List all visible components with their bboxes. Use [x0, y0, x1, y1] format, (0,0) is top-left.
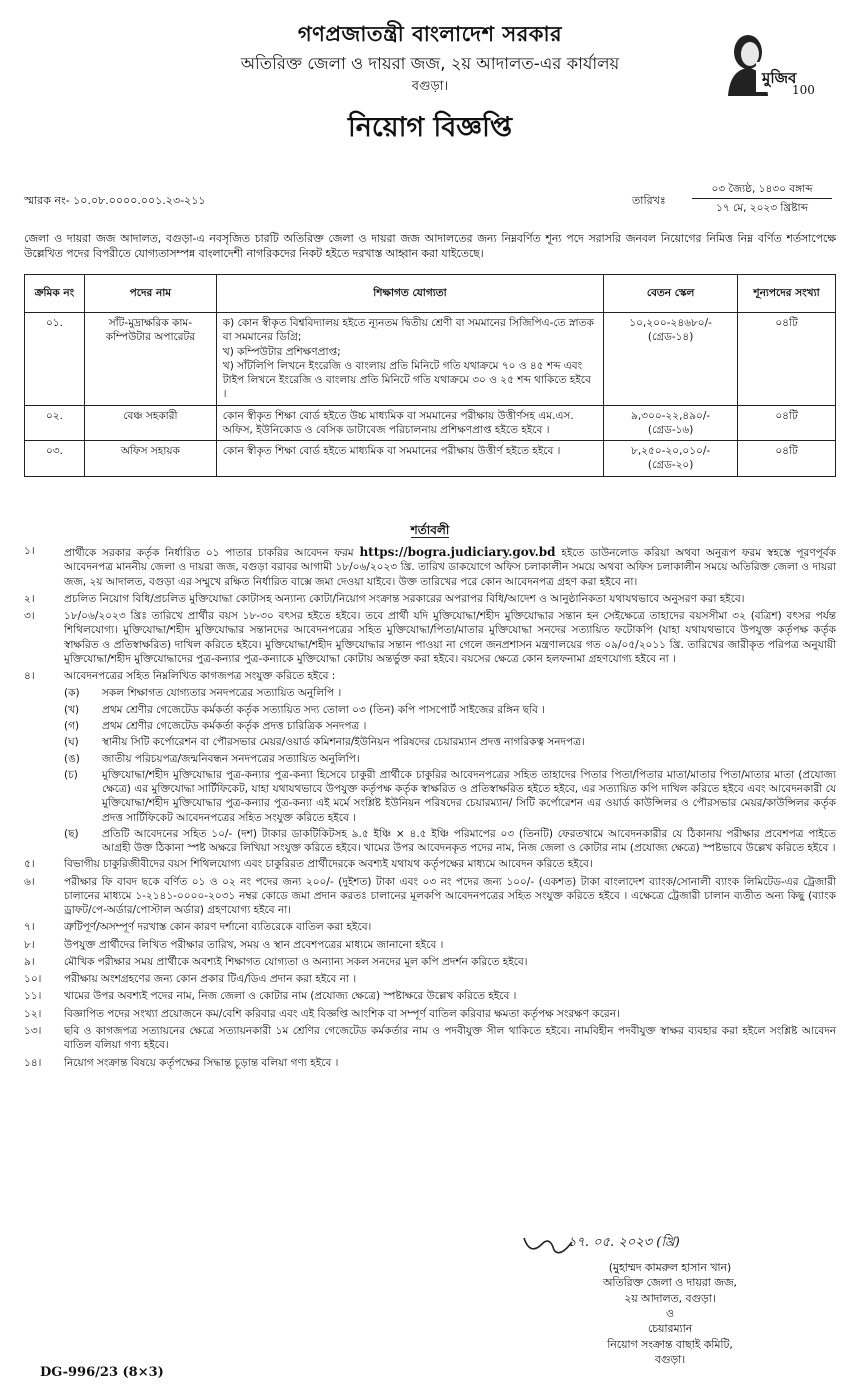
term-item — [24, 972, 836, 986]
terms-list — [24, 544, 836, 1073]
grade: (গ্রেড-১৬) — [647, 423, 694, 436]
qualification-cell — [216, 405, 603, 441]
committee-place: বগুড়া। — [654, 1352, 686, 1366]
pay-scale-cell — [604, 313, 738, 406]
term-text: বিজ্ঞাপিত পদের সংখ্যা প্রয়োজনে কম/বেশি করিবার এবং এই বিজ্ঞপ্তি আংশিক বা সম্পূর্ণ বাতিল করিবার ক্ষমতা কর্তৃপক্ষ সংরক্ষণ করেন। — [64, 1007, 620, 1020]
term-text: ছবি ও কাগজপত্র সত্যায়নের ক্ষেত্রে সত্যায়নকারী ১ম শ্রেণির গেজেটেড কর্মকর্তার নাম ও পদবীযুক্ত সীল থাকিতে হইবে। নামবিহীন পদবীযুক্ত স্বাক্ষর ব্যবহার করা হইলে সংশ্লিষ্ট আবেদন বাতিল বলিয়া গণ্য হইবে। — [64, 1025, 836, 1052]
sub-number: (ক) — [64, 687, 80, 700]
sub-item — [64, 735, 836, 749]
signatory-name: (মুহাম্মদ কামরুল হাসান খান) — [608, 1261, 732, 1274]
vacancy-cell: ০৪টি — [738, 313, 836, 406]
term-text: নিয়োগ সংক্রান্ত বিষয়ে কর্তৃপক্ষের সিদ্ধান্ত চূড়ান্ত বলিয়া গণ্য হইবে । — [64, 1056, 339, 1069]
sub-text: প্রতিটি আবেদনের সহিত ১০/- (দশ) টাকার ডাকটিকিটসহ ৯.৫ ইঞ্চি × ৪.৫ ইঞ্চি পরিমাপের ০৩ (তিনটি) ফেরতখামে আবেদনকারীর যে ঠিকানায় পরীক্ষার প্রবেশপত্র পাইতে আগ্রহী উক্ত ঠিকানা স্পষ্ট অক্ষরে লিখিয়া সংযুক্ত করিতে হইবে। খামের উপর আবেদনকৃত পদের নাম, নিজ জেলা ও কোটার নাম (প্রযোজ্য ক্ষেত্রে) স্পষ্টভাবে উল্লেখ করিতে হইবে । — [102, 827, 836, 855]
signatory-designation: অতিরিক্ত জেলা ও দায়রা জজ, — [603, 1276, 737, 1290]
sub-item — [64, 752, 836, 766]
sub-item — [64, 768, 836, 825]
term-item — [24, 544, 836, 589]
terms-heading — [0, 522, 860, 538]
term-number: ১২। — [24, 1007, 42, 1020]
vacancy-cell: ০৪টি — [738, 405, 836, 441]
govt-title: গণপ্রজাতন্ত্রী বাংলাদেশ সরকার — [297, 22, 563, 46]
conjunction: ও — [666, 1306, 674, 1320]
logo-number: 100 — [792, 83, 815, 97]
serial-cell: ০২. — [25, 405, 85, 441]
sub-text: প্রথম শ্রেণীর গেজেটেড কর্মকর্তা কর্তৃক প্রদত্ত চারিত্রিক সনদপত্র । — [102, 719, 367, 732]
term-number: ১১। — [24, 990, 42, 1003]
signatory-court: ২য় আদালত, বগুড়া। — [624, 1291, 716, 1305]
term-item — [24, 920, 836, 934]
terms-heading-text: শর্তাবলী — [410, 523, 450, 537]
qualification-line: কোন স্বীকৃত শিক্ষা বোর্ড হইতে মাধ্যমিক বা সমমানের পরীক্ষায় উত্তীর্ণ হইতে হইবে । — [222, 445, 561, 458]
logo-text: মুজিব — [762, 69, 797, 87]
website-link[interactable]: https://bogra.judiciary.gov.bd — [359, 545, 556, 559]
sub-number: (ঘ) — [64, 736, 79, 749]
office-title: অতিরিক্ত জেলা ও দায়রা জজ, ২য় আদালত-এর কার্যালয় — [240, 53, 620, 73]
pay-scale-cell — [604, 405, 738, 441]
qualification-line: খ) কম্পিউটার প্রশিক্ষণপ্রাপ্ত; — [222, 345, 341, 358]
term-text: খামের উপর অবশ্যই পদের নাম, নিজ জেলা ও কোটার নাম (প্রযোজ্য ক্ষেত্রে) স্পষ্টাক্ষরে উল্লেখ করিতে হইবে । — [64, 990, 517, 1003]
term-number: ১৩। — [24, 1025, 42, 1038]
term-text: উপযুক্ত প্রার্থীদের লিখিত পরীক্ষার তারিখ, সময় ও স্থান প্রবেশপত্রের মাধ্যমে জানানো হইবে । — [64, 938, 444, 951]
term-number: ১০। — [24, 973, 42, 986]
term-text: ত্রুটিপূর্ণ/অসম্পূর্ণ দরখাস্ত কোন কারণ দর্শানো ব্যতিরেকে বাতিল করা হইবে। — [64, 921, 372, 934]
term-item — [24, 989, 836, 1003]
chairman-label: চেয়ারম্যান — [647, 1322, 693, 1336]
term-text: হইতে ডাউনলোড করিয়া অথবা অনুরূপ ফরম স্বহস্তে পূরণপূর্বক আবেদনপত্র মাননীয় জেলা ও দায়রা জজ, বগুড়া বরাবর আগামী ১৮/০৬/২০২৩ খ্রি. তারিখ ডাকযোগে অফিস চলাকালীন সময়ে অথবা অফিস চলাকালীন সময়ে অতিরিক্ত জেলা ও দায়রা জজ, ২য় আদালত, বগুড়া এর সম্মুখে রক্ষিত নির্ধারিত বাক্সে জমা দেওয়া যাইবে। উক্ত তারিখের পরে কোন আবেদনপত্র গ্রহণ করা হইবে না। — [64, 547, 836, 588]
office-location: বগুড়া। — [411, 78, 449, 94]
sub-number: (গ) — [64, 719, 80, 732]
term-text: ১৮/০৬/২০২৩ খ্রিঃ তারিখে প্রার্থীর বয়স ১৮-৩০ বৎসর হইতে হইবে। তবে প্রার্থী যদি মুক্তিযোদ্ধা/শহীদ মুক্তিযোদ্ধার সন্তান হন সেইক্ষেত্রে তাহাদের বয়সসীমা ৩২ (বত্রিশ) বৎসর পর্যন্ত শিথিলযোগ্য। মুক্তিযোদ্ধা/শহীদ মুক্তিযোদ্ধার সন্তানদের আবেদনপত্রের সহিত মুক্তিযোদ্ধা/পিতা/মাতার মুক্তিযোদ্ধা সনদের সত্যায়িত ফটোকপি (যাহা যথাযথভাবে উপযুক্ত কর্তৃপক্ষ কর্তৃক স্বাক্ষরিত ও প্রতিস্বাক্ষরিত) দাখিল করিতে হইবে। মুক্তিযোদ্ধা/শহীদ মুক্তিযোদ্ধার সন্তান পাওয়া না গেলে জনপ্রশাসন মন্ত্রণালয়ের গত ০৯/০৫/২০১১ খ্রি. তারিখের জারীকৃত পরিপত্র অনুযায়ী মুক্তিযোদ্ধা/শহীদ মুক্তিযোদ্ধাদের পুত্র-কন্যার পুত্র-কন্যাকে মুক্তিযোদ্ধা কোটায় অন্তর্ভুক্ত করা হইবে। বয়সের ক্ষেত্রে কোন হলফনামা গ্রহণযোগ্য হইবে না । — [64, 610, 836, 665]
committee-name: নিয়োগ সংক্রান্ত বাছাই কমিটি, — [607, 1337, 733, 1351]
date-english: ১৭ মে, ২০২৩ খ্রিষ্টাব্দ — [716, 202, 808, 215]
date-bangla: ০৩ জ্যৈষ্ঠ, ১৪৩০ বঙ্গাব্দ — [692, 182, 832, 199]
qualification-line: কোন স্বীকৃত শিক্ষা বোর্ড হইতে উচ্চ মাধ্যমিক বা সমমানের পরীক্ষায় উত্তীর্ণসহ এম.এস. অফিস, ইউনিকোড ও বেসিক ডাটাবেজ পরিচালনায় প্রশিক্ষণপ্রাপ্ত হইতে হইবে । — [222, 409, 574, 436]
sub-text: সকল শিক্ষাগত যোগ্যতার সনদপত্রের সত্যায়িত অনুলিপি । — [102, 687, 342, 700]
sub-text: স্থানীয় সিটি কর্পোরেশন বা পৌরসভার মেয়র/ওয়ার্ড কমিশনার/ইউনিয়ন পরিষদের চেয়ারম্যান প্রদত্ত নাগরিকত্ব সনদপত্র। — [102, 736, 585, 749]
header-vacancy: শূন্যপদের সংখ্যা — [738, 275, 836, 313]
vacancy-cell: ০৪টি — [738, 441, 836, 477]
term-number: ৬। — [24, 875, 35, 888]
term-number: ৪। — [24, 670, 35, 683]
term-item — [24, 875, 836, 918]
term-item — [24, 955, 836, 969]
handwritten-signature — [520, 1228, 820, 1260]
term-item — [24, 857, 836, 871]
mujib-100-logo — [718, 24, 822, 96]
grade: (গ্রেড-১৪) — [647, 331, 694, 344]
term-number: ৭। — [24, 921, 35, 934]
term-text: আবেদনপত্রের সহিত নিম্নলিখিত কাগজপত্র সংযুক্ত করিতে হইবে : — [64, 670, 336, 683]
term-item — [24, 592, 836, 606]
sub-number: (ছ) — [64, 827, 79, 840]
sub-number: (খ) — [64, 703, 80, 716]
serial-cell: ০৩. — [25, 441, 85, 477]
header-post: পদের নাম — [84, 275, 216, 313]
term-number: ১। — [24, 545, 35, 557]
term-text: মৌখিক পরীক্ষার সময় প্রার্থীকে অবশ্যই শিক্ষাগত যোগ্যতা ও অন্যান্য সকল সনদের মূল কপি প্রদর্শন করিতে হইবে। — [64, 955, 528, 968]
sub-text: মুক্তিযোদ্ধা/শহীদ মুক্তিযোদ্ধার পুত্র-কন্যার পুত্র-কন্যা হিসেবে চাকুরী প্রার্থীকে চাকুরির আবেদনপত্রের সহিত তাহাদের পিতার পিতা/পিতার মাতা/মাতার পিতা/মাতার মাতা (প্রযোজ্য ক্ষেত্রে) এর মুক্তিযোদ্ধা সার্টিফিকেট, যাহা যথাযথভাবে উপযুক্ত কর্তৃপক্ষ কর্তৃক স্বাক্ষরিত ও প্রতিস্বাক্ষরিত হইতে হইবে, এর সত্যায়িত কপি দাখিল করিতে হইবে এবং আবেদনকারী যে মুক্তিযোদ্ধা/শহীদ মুক্তিযোদ্ধার পুত্র-কন্যার পুত্র-কন্যা এই মর্মে সংশ্লিষ্ট ইউনিয়ন পরিষদের চেয়ারম্যান/ সিটি কর্পোরেশন এর ওয়ার্ড কাউন্সিলর ও পৌরসভার মেয়র/কাউন্সিলর কর্তৃক প্রদত্ত সার্টিফিকেট আবেদনপত্রের সহিত সংযুক্ত করিতে হইবে । — [102, 768, 836, 824]
qualification-line: খ) সাঁটলিপি লিখনে ইংরেজি ও বাংলায় প্রতি মিনিটে গতি যথাক্রমে ৭০ ও ৪৫ শব্দ এবং টাইপ লিখনে ইংরেজি ও বাংলায় প্রতি মিনিটে গতি যথাক্রমে ৩০ ও ২৫ শব্দ থাকিতে হইবে । — [222, 359, 591, 401]
pay-scale: ৯,৩০০-২২,৪৯০/- — [631, 409, 711, 422]
term-item — [24, 938, 836, 952]
qualification-cell — [216, 441, 603, 477]
posts-table — [24, 274, 836, 477]
header-serial: ক্রমিক নং — [25, 275, 85, 313]
notice-title: নিয়োগ বিজ্ঞপ্তি — [347, 111, 513, 143]
term-number: ৫। — [24, 858, 35, 871]
table-row — [25, 313, 836, 406]
signature-block — [520, 1228, 820, 1367]
term-text: বিভাগীয় চাকুরিজীবীদের বয়স শিথিলযোগ্য এবং চাকুরিরত প্রার্থীদেরকে অবশ্যই যথাযথ কর্তৃপক্ষের মাধ্যমে আবেদন করিতে হইবে। — [64, 858, 593, 871]
table-row — [25, 405, 836, 441]
header-qualification: শিক্ষাগত যোগ্যতা — [216, 275, 603, 313]
term-item — [24, 669, 836, 683]
sub-text: প্রথম শ্রেণীর গেজেটেড কর্মকর্তা কর্তৃক সত্যায়িত সদ্য তোলা ০৩ (তিন) কপি পাসপোর্ট সাইজের রঙ্গিন ছবি । — [102, 703, 546, 716]
post-cell: সাঁট-মুদ্রাক্ষরিক কাম-কম্পিউটার অপারেটর — [84, 313, 216, 406]
post-cell: অফিস সহায়ক — [84, 441, 216, 477]
sub-item — [64, 703, 836, 717]
term-text: পরীক্ষায় অংশগ্রহণের জন্য কোন প্রকার টিএ/ডিএ প্রদান করা হইবে না । — [64, 973, 357, 986]
qualification-cell — [216, 313, 603, 406]
pay-scale-cell — [604, 441, 738, 477]
term-text: প্রার্থীকে সরকার কর্তৃক নির্ধারিত ০১ পাতার চাকরির আবেদন ফরম — [64, 547, 354, 559]
date-box — [692, 182, 832, 216]
term-number: ১৪। — [24, 1056, 42, 1069]
term-number: ৩। — [24, 610, 35, 623]
date-label: তারিখঃ — [632, 194, 666, 207]
header-pay-scale: বেতন স্কেল — [604, 275, 738, 313]
reference-row — [24, 182, 836, 220]
signature-date: ১৭. ০৫. ২০২৩ (খ্রি) — [568, 1235, 680, 1250]
table-row — [25, 441, 836, 477]
intro-paragraph: জেলা ও দায়রা জজ আদালত, বগুড়া-এ নবসৃজিত চারটি অতিরিক্ত জেলা ও দায়রা জজ আদালতের জন্য নিম্নবর্ণিত শূন্য পদে সরাসরি জনবল নিয়োগের নিমিত্ত নিম্ন বর্ণিত শর্তসাপেক্ষে উল্লেখিত পদের বিপরীতে যোগ্যতাসম্পন্ন বাংলাদেশী নাগরিকদের নিকট হইতে দরখাস্ত আহ্বান করা যাইতেছে। — [24, 232, 836, 260]
sub-item — [64, 686, 836, 700]
term-number: ৮। — [24, 938, 35, 951]
term-item — [24, 1007, 836, 1021]
term-item — [24, 609, 836, 666]
grade: (গ্রেড-২০) — [647, 459, 694, 472]
table-header-row — [25, 275, 836, 313]
term-text: পরীক্ষার ফি বাবদ ছকে বর্ণিত ০১ ও ০২ নং পদের জন্য ২০০/- (দুইশত) টাকা এবং ০৩ নং পদের জন্য ১০০/- (একশত) টাকা বাংলাদেশ ব্যাংক/সোনালী ব্যাংক লিমিটেড-এর ট্রেজারী চালানের মাধ্যমে ১-২১৪১-০০০০-২০৩১ নম্বর কোডে জমা প্রদান করতঃ চালানের মূলকপি আবেদনপত্রের সহিত সংযুক্ত করিতে হইবে । এক্ষেত্রে ট্রেজারী চালান ব্যতীত অন্য কিছু (ব্যাংক ড্রাফট/পে-অর্ডার/পোস্টাল অর্ডার) গ্রহণযোগ্য হইবে না। — [64, 875, 836, 917]
memo-number: স্মারক নং- ১০.০৮.০০০০.০০১.২৩-২১১ — [24, 194, 206, 207]
term-number: ২। — [24, 592, 35, 605]
pay-scale: ৮,২৫০-২০,০১০/- — [631, 445, 711, 458]
serial-cell: ০১. — [25, 313, 85, 406]
sub-number: (চ) — [64, 768, 78, 781]
term-number: ৯। — [24, 955, 35, 968]
sub-number: (ঙ) — [64, 752, 80, 765]
term-item — [24, 1024, 836, 1053]
sub-text: জাতীয় পরিচয়পত্র/জন্মনিবন্ধন সনদপত্রের সত্যায়িত অনুলিপি। — [102, 752, 360, 765]
post-cell: বেঞ্চ সহকারী — [84, 405, 216, 441]
qualification-line: ক) কোন স্বীকৃত বিশ্ববিদ্যালয় হইতে ন্যূনতম দ্বিতীয় শ্রেণী বা সমমানের সিজিপিএ-তে স্নাতক বা সমমানের ডিগ্রি; — [222, 317, 594, 344]
pay-scale: ১০,২০০-২৪৬৮০/- — [629, 317, 712, 329]
sub-item — [64, 827, 836, 856]
term-item — [24, 1056, 504, 1070]
sub-item — [64, 719, 836, 733]
document-code: DG-996/23 (8×3) — [40, 1365, 164, 1380]
term-text: প্রচলিত নিয়োগ বিধি/প্রচলিত মুক্তিযোদ্ধা কোটাসহ অন্যান্য কোটা/নিয়োগ সংক্রান্ত সরকারের অপরাপর বিধি/আদেশ ও আনুষ্ঠানিকতা যথাযথভাবে অনুসরণ করা হইবে। — [64, 592, 745, 605]
